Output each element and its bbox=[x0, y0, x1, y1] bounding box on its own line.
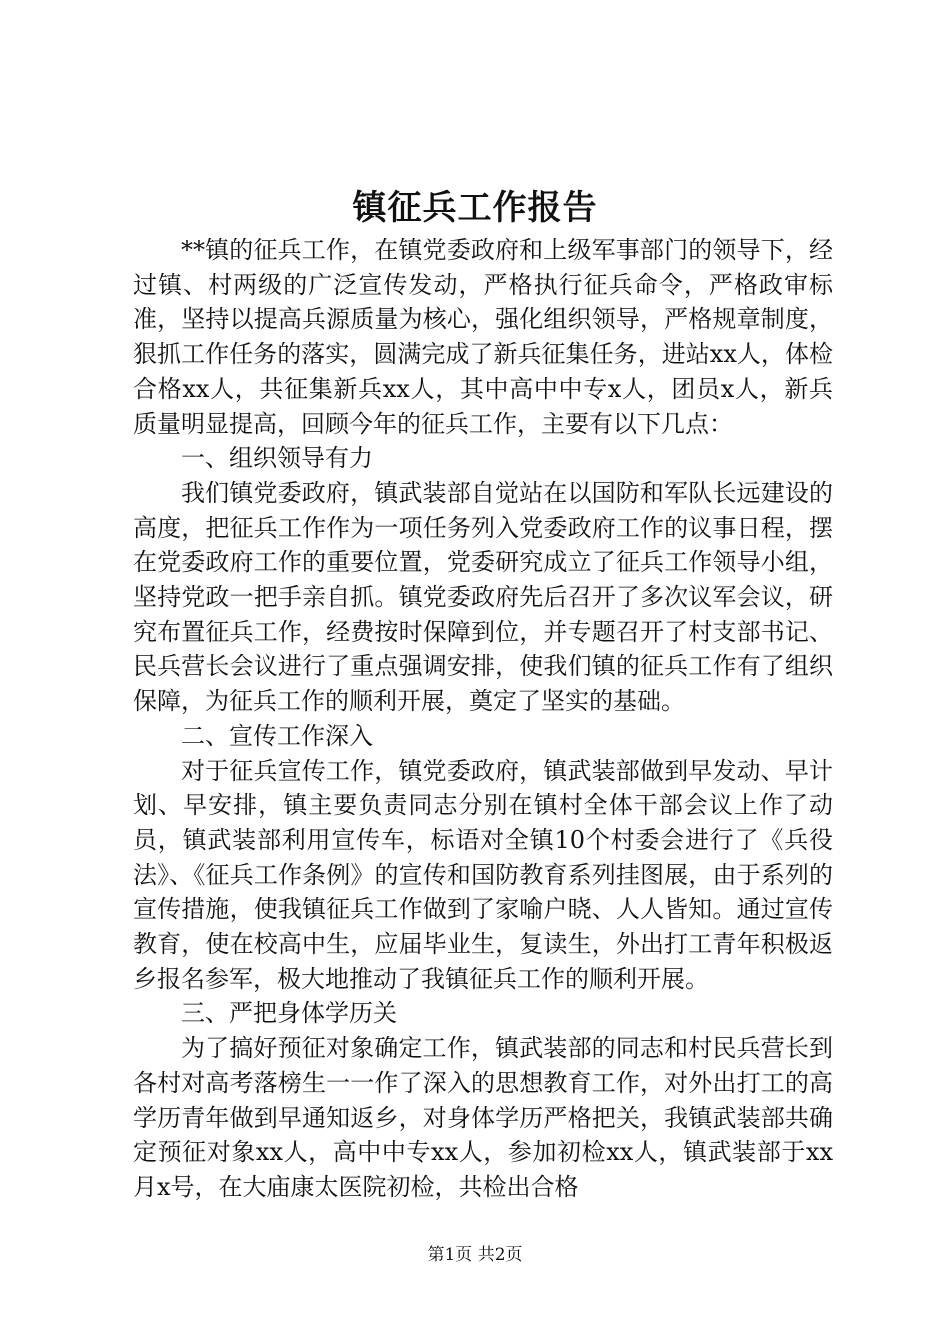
section-heading-1: 一、组织领导有力 bbox=[181, 444, 373, 473]
section-heading-3: 三、严把身体学历关 bbox=[181, 999, 397, 1028]
section-heading-2: 二、宣传工作深入 bbox=[181, 721, 373, 750]
section-2-paragraph: 对于征兵宣传工作，镇党委政府，镇武装部做到早发动、早计划、早安排，镇主要负责同志分别在镇村全体干部会议上作了动员，镇武装部利用宣传车，标语对全镇10个村委会进行了《兵役法》、《征兵工作条例》的宣传和国防教育系列挂图展，由于系列的宣传措施，使我镇征兵工作做到了家喻户晓、人人皆知。通过宣传教育，使在校高中生，应届毕业生，复读生，外出打工青年积极返乡报名参军，极大地推动了我镇征兵工作的顺利开展。 bbox=[133, 756, 833, 993]
document-body bbox=[133, 233, 833, 1205]
section-1-paragraph: 我们镇党委政府，镇武装部自觉站在以国防和军队长远建设的高度，把征兵工作作为一项任务列入党委政府工作的议事日程，摆在党委政府工作的重要位置，党委研究成立了征兵工作领导小组，坚持党政一把手亲自抓。镇党委政府先后召开了多次议军会议，研究布置征兵工作，经费按时保障到位，并专题召开了村支部书记、民兵营长会议进行了重点强调安排，使我们镇的征兵工作有了组织保障，为征兵工作的顺利开展，奠定了坚实的基础。 bbox=[133, 478, 833, 716]
page-number-footer: 第1页 共2页 bbox=[427, 1245, 523, 1265]
intro-paragraph: **镇的征兵工作，在镇党委政府和上级军事部门的领导下，经过镇、村两级的广泛宣传发动，严格执行征兵命令，严格政审标准，坚持以提高兵源质量为核心，强化组织领导，严格规章制度，狠抓工作任务的落实，圆满完成了新兵征集任务，进站xx人，体检合格xx人，共征集新兵xx人，其中高中中专x人，团员x人，新兵质量明显提高，回顾今年的征兵工作，主要有以下几点： bbox=[133, 236, 833, 438]
document-title: 镇征兵工作报告 bbox=[352, 188, 598, 228]
section-3-paragraph: 为了搞好预征对象确定工作，镇武装部的同志和村民兵营长到各村对高考落榜生一一作了深入的思想教育工作，对外出打工的高学历青年做到早通知返乡，对身体学历严格把关，我镇武装部共确定预征对象xx人，高中中专xx人，参加初检xx人，镇武装部于xx月x号，在大庙康太医院初检，共检出合格 bbox=[133, 1034, 833, 1201]
